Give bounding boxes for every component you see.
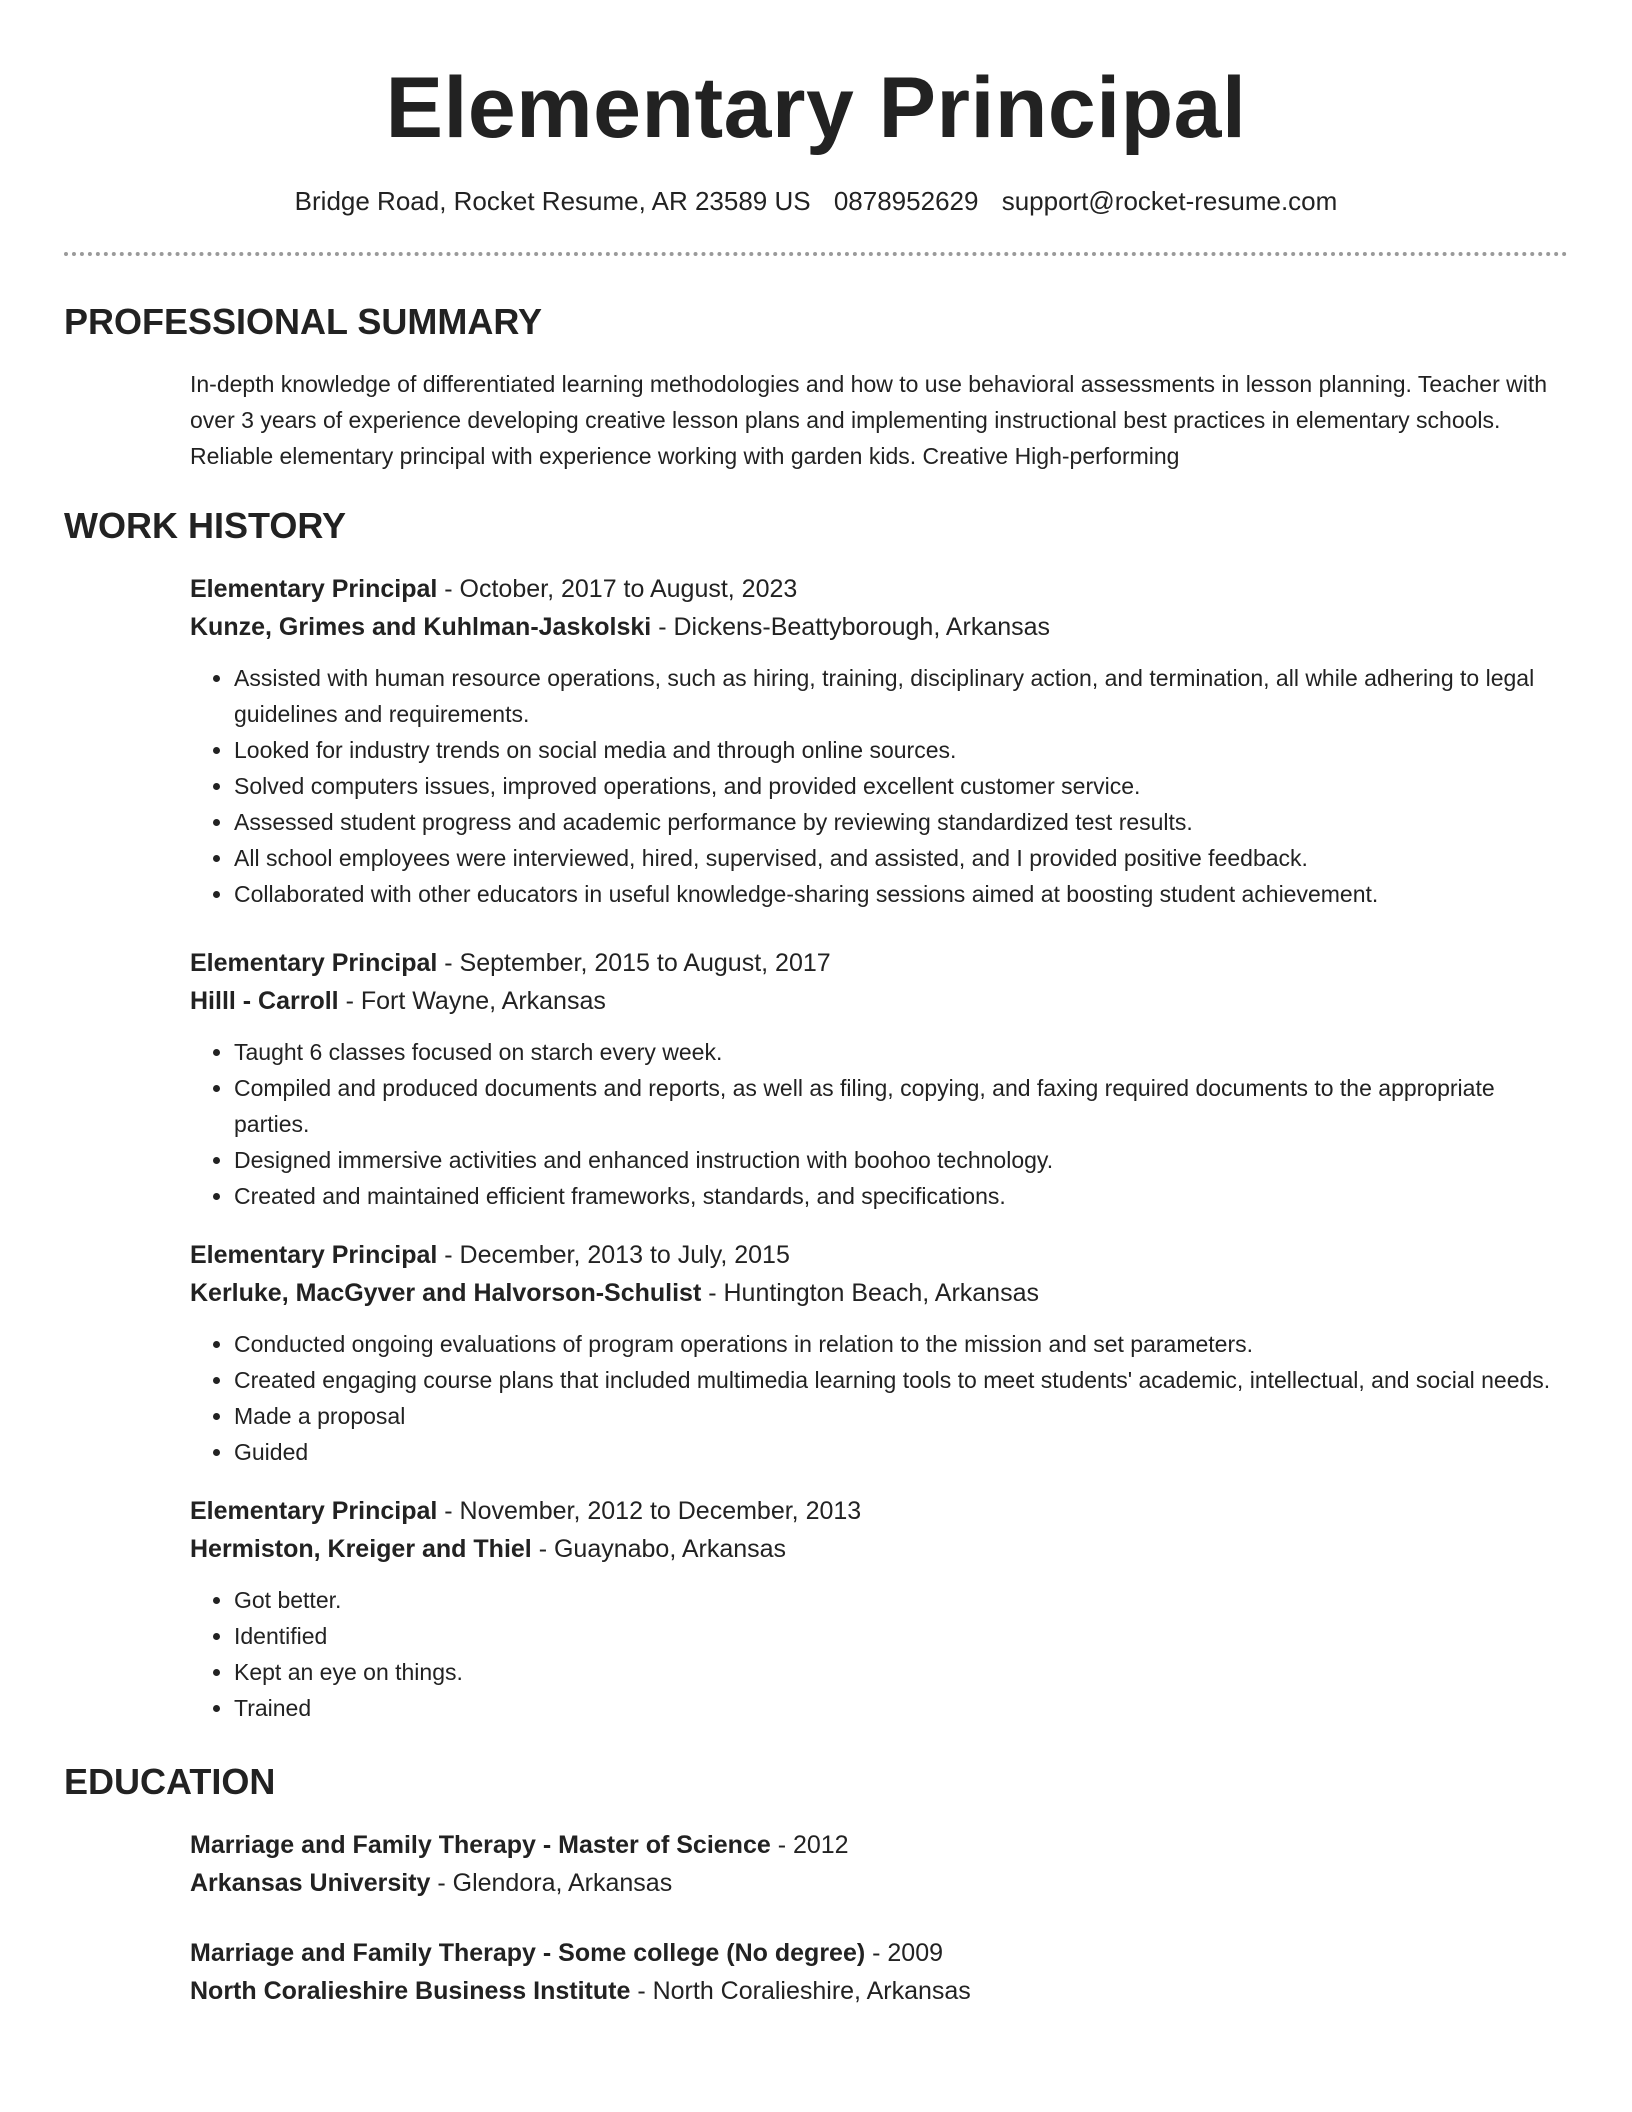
job-company: Kunze, Grimes and Kuhlman-Jaskolski (190, 613, 652, 641)
education-school-line (190, 1864, 1568, 1902)
job-role: Elementary Principal (190, 575, 438, 603)
list-item: • Got better. (234, 1582, 1568, 1618)
job-location: - Guaynabo, Arkansas (531, 1535, 787, 1563)
contact-email: support@rocket-resume.com (1001, 186, 1338, 216)
list-item: • Made a proposal (234, 1398, 1568, 1434)
contact-line (64, 184, 1568, 218)
list-item: • All school employees were interviewed, hired, supervised, and assisted, and I provided positive feedback. (234, 840, 1568, 876)
education-school-line (190, 1972, 1568, 2010)
job-dates: - October, 2017 to August, 2023 (437, 575, 798, 603)
job-bullets (190, 1034, 1568, 1214)
list-item: • Trained (234, 1690, 1568, 1726)
resume-page (64, 0, 1568, 2010)
job-location: - Huntington Beach, Arkansas (701, 1279, 1039, 1307)
header-divider (64, 252, 1568, 256)
education-entry (190, 1826, 1568, 1902)
education-entry (190, 1934, 1568, 2010)
job-entry (190, 944, 1568, 1214)
education-degree: Marriage and Family Therapy - Master of Science (190, 1831, 771, 1859)
job-company-line (190, 608, 1568, 646)
education-heading: EDUCATION (64, 1761, 276, 1802)
summary-heading: PROFESSIONAL SUMMARY (64, 301, 543, 342)
list-item: • Looked for industry trends on social media and through online sources. (234, 732, 1568, 768)
job-role-line (190, 944, 1568, 982)
list-item: • Compiled and produced documents and reports, as well as filing, copying, and faxing required documents to the appropriate parties. (234, 1070, 1568, 1142)
list-item: • Assessed student progress and academic performance by reviewing standardized test results. (234, 804, 1568, 840)
job-dates: - September, 2015 to August, 2017 (437, 949, 831, 977)
summary-text: In-depth knowledge of differentiated learning methodologies and how to use behavioral assessments in lesson planning. Teacher with over 3 years of experience developing creative lesson plans and implementing instructional best practices in elementary schools. Reliable elementary principal with experience working with garden kids. Creative High-performing (190, 371, 1548, 469)
job-dates: - December, 2013 to July, 2015 (437, 1241, 790, 1269)
job-role: Elementary Principal (190, 949, 438, 977)
list-item: • Designed immersive activities and enhanced instruction with boohoo technology. (234, 1142, 1568, 1178)
job-company: Kerluke, MacGyver and Halvorson-Schulist (190, 1279, 702, 1307)
job-role-line (190, 570, 1568, 608)
work-history-heading: WORK HISTORY (64, 505, 347, 546)
contact-phone: 0878952629 (833, 186, 979, 216)
education-year: - 2012 (770, 1831, 849, 1859)
education-location: - North Coralieshire, Arkansas (630, 1977, 971, 2005)
resume-name: Elementary Principal (385, 60, 1247, 156)
job-role-line (190, 1492, 1568, 1530)
education-degree: Marriage and Family Therapy - Some college (No degree) (190, 1939, 866, 1967)
education-year: - 2009 (865, 1939, 944, 1967)
job-company: Hilll - Carroll (190, 987, 339, 1015)
job-bullets (190, 1326, 1568, 1470)
job-company-line (190, 1274, 1568, 1312)
job-bullets (190, 1582, 1568, 1726)
job-company-line (190, 982, 1568, 1020)
job-role: Elementary Principal (190, 1241, 438, 1269)
job-location: - Fort Wayne, Arkansas (338, 987, 606, 1015)
list-item: • Kept an eye on things. (234, 1654, 1568, 1690)
education-degree-line (190, 1934, 1568, 1972)
job-dates: - November, 2012 to December, 2013 (437, 1497, 862, 1525)
list-item: • Collaborated with other educators in useful knowledge-sharing sessions aimed at boosting student achievement. (234, 876, 1568, 912)
list-item: • Solved computers issues, improved operations, and provided excellent customer service. (234, 768, 1568, 804)
job-entry (190, 1236, 1568, 1470)
job-entry (190, 570, 1568, 912)
job-location: - Dickens-Beattyborough, Arkansas (651, 613, 1051, 641)
list-item: • Created engaging course plans that included multimedia learning tools to meet students' academic, intellectual, and social needs. (234, 1362, 1568, 1398)
job-company: Hermiston, Kreiger and Thiel (190, 1535, 532, 1563)
list-item: • Taught 6 classes focused on starch every week. (234, 1034, 1568, 1070)
list-item: • Guided (234, 1434, 1568, 1470)
education-location: - Glendora, Arkansas (430, 1869, 673, 1897)
list-item: • Assisted with human resource operations, such as hiring, training, disciplinary action, and termination, all while adhering to legal guidelines and requirements. (234, 660, 1568, 732)
job-bullets (190, 660, 1568, 912)
list-item: • Created and maintained efficient frameworks, standards, and specifications. (234, 1178, 1568, 1214)
education-school: North Coralieshire Business Institute (190, 1977, 631, 2005)
contact-address: Bridge Road, Rocket Resume, AR 23589 US (294, 186, 811, 216)
job-role-line (190, 1236, 1568, 1274)
job-company-line (190, 1530, 1568, 1568)
education-school: Arkansas University (190, 1869, 431, 1897)
list-item: • Identified (234, 1618, 1568, 1654)
job-entry (190, 1492, 1568, 1726)
list-item: • Conducted ongoing evaluations of program operations in relation to the mission and set parameters. (234, 1326, 1568, 1362)
job-role: Elementary Principal (190, 1497, 438, 1525)
education-degree-line (190, 1826, 1568, 1864)
